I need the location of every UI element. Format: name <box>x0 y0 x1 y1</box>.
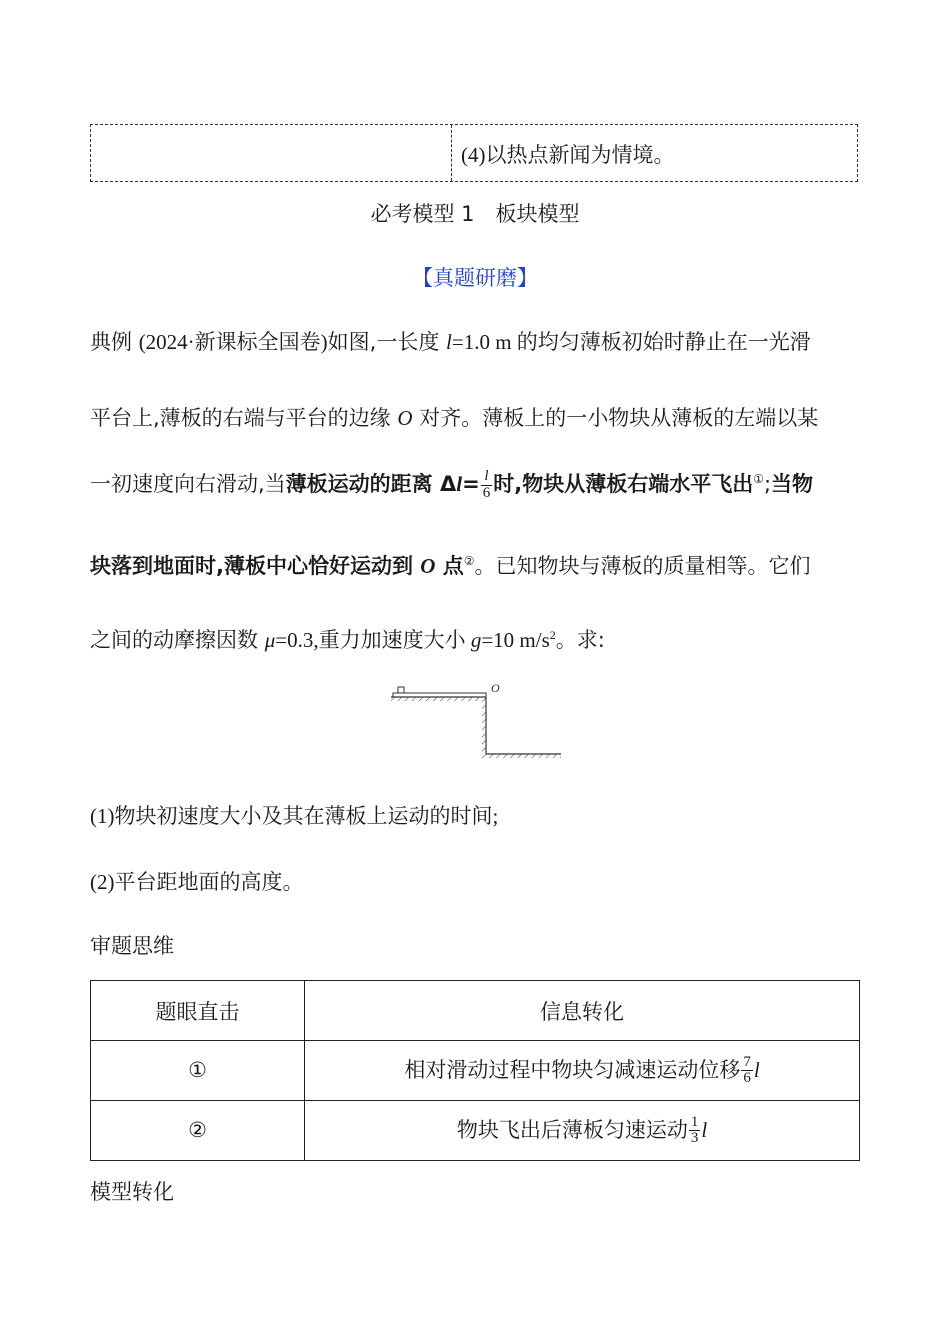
table-cell-info: 相对滑动过程中物块匀减速运动位移 $\frac{7}{6}$ l <box>305 1041 860 1101</box>
fraction-1-over-3: $\frac{1}{3}$ <box>690 1113 699 1147</box>
problem-line-2: 平台上,薄板的右端与平台的边缘 O 对齐。薄板上的一小物块从薄板的左端以某 <box>90 406 819 430</box>
fraction-7-over-6: $\frac{7}{6}$ <box>743 1053 751 1087</box>
question-1: (1)物块初速度大小及其在薄板上运动的时间; <box>90 804 499 828</box>
mark-2: ② <box>463 554 475 568</box>
table-row <box>91 1041 860 1101</box>
model-heading: 模型转化 <box>90 1180 174 1204</box>
sub-title: 【真题研磨】 <box>412 266 538 290</box>
problem-line-1: 典例 (2024·新课标全国卷)如图,一长度 l=1.0 m 的均匀薄板初始时静止在一光滑 <box>90 330 811 354</box>
analysis-table <box>90 980 860 1161</box>
problem-line-5: 之间的动摩擦因数 μ=0.3,重力加速度大小 g=10 $m/s^2$。求: <box>90 628 605 652</box>
block-shape <box>398 687 404 693</box>
review-heading: 审题思维 <box>90 934 174 958</box>
table-cell-info: 物块飞出后薄板匀速运动 $\frac{1}{3}$ l <box>305 1101 860 1161</box>
dashed-cell-right: (4)以热点新闻为情境。 <box>461 143 675 167</box>
table-row <box>91 1101 860 1161</box>
section-title: 必考模型 1 板块模型 <box>370 202 580 226</box>
label-O: O <box>491 681 500 695</box>
wall-hatch <box>482 701 486 754</box>
table-header-cell: 题眼直击 <box>91 981 305 1041</box>
dashed-divider <box>451 125 452 181</box>
mark-1: ① <box>753 472 764 486</box>
table-cell-mark: ① <box>91 1041 305 1101</box>
table-header-row <box>91 981 860 1041</box>
problem-line-4: 块落到地面时,薄板中心恰好运动到 O 点②。已知物块与薄板的质量相等。它们 <box>90 554 811 578</box>
plank-platform-figure <box>385 678 570 764</box>
ground-hatch <box>482 754 561 758</box>
problem-line-3: 一初速度向右滑动,当薄板运动的距离 Δl= $\frac{l}{6}$ 时,物块从薄板右端水平飞出①;当物 <box>90 467 814 501</box>
dashed-table-fragment <box>90 124 858 182</box>
table-cell-mark: ② <box>91 1101 305 1161</box>
question-2: (2)平台距地面的高度。 <box>90 870 304 894</box>
platform-hatch <box>391 697 486 701</box>
table-header-cell: 信息转化 <box>305 981 860 1041</box>
fraction-l-over-6: $\frac{l}{6}$ <box>482 467 491 501</box>
